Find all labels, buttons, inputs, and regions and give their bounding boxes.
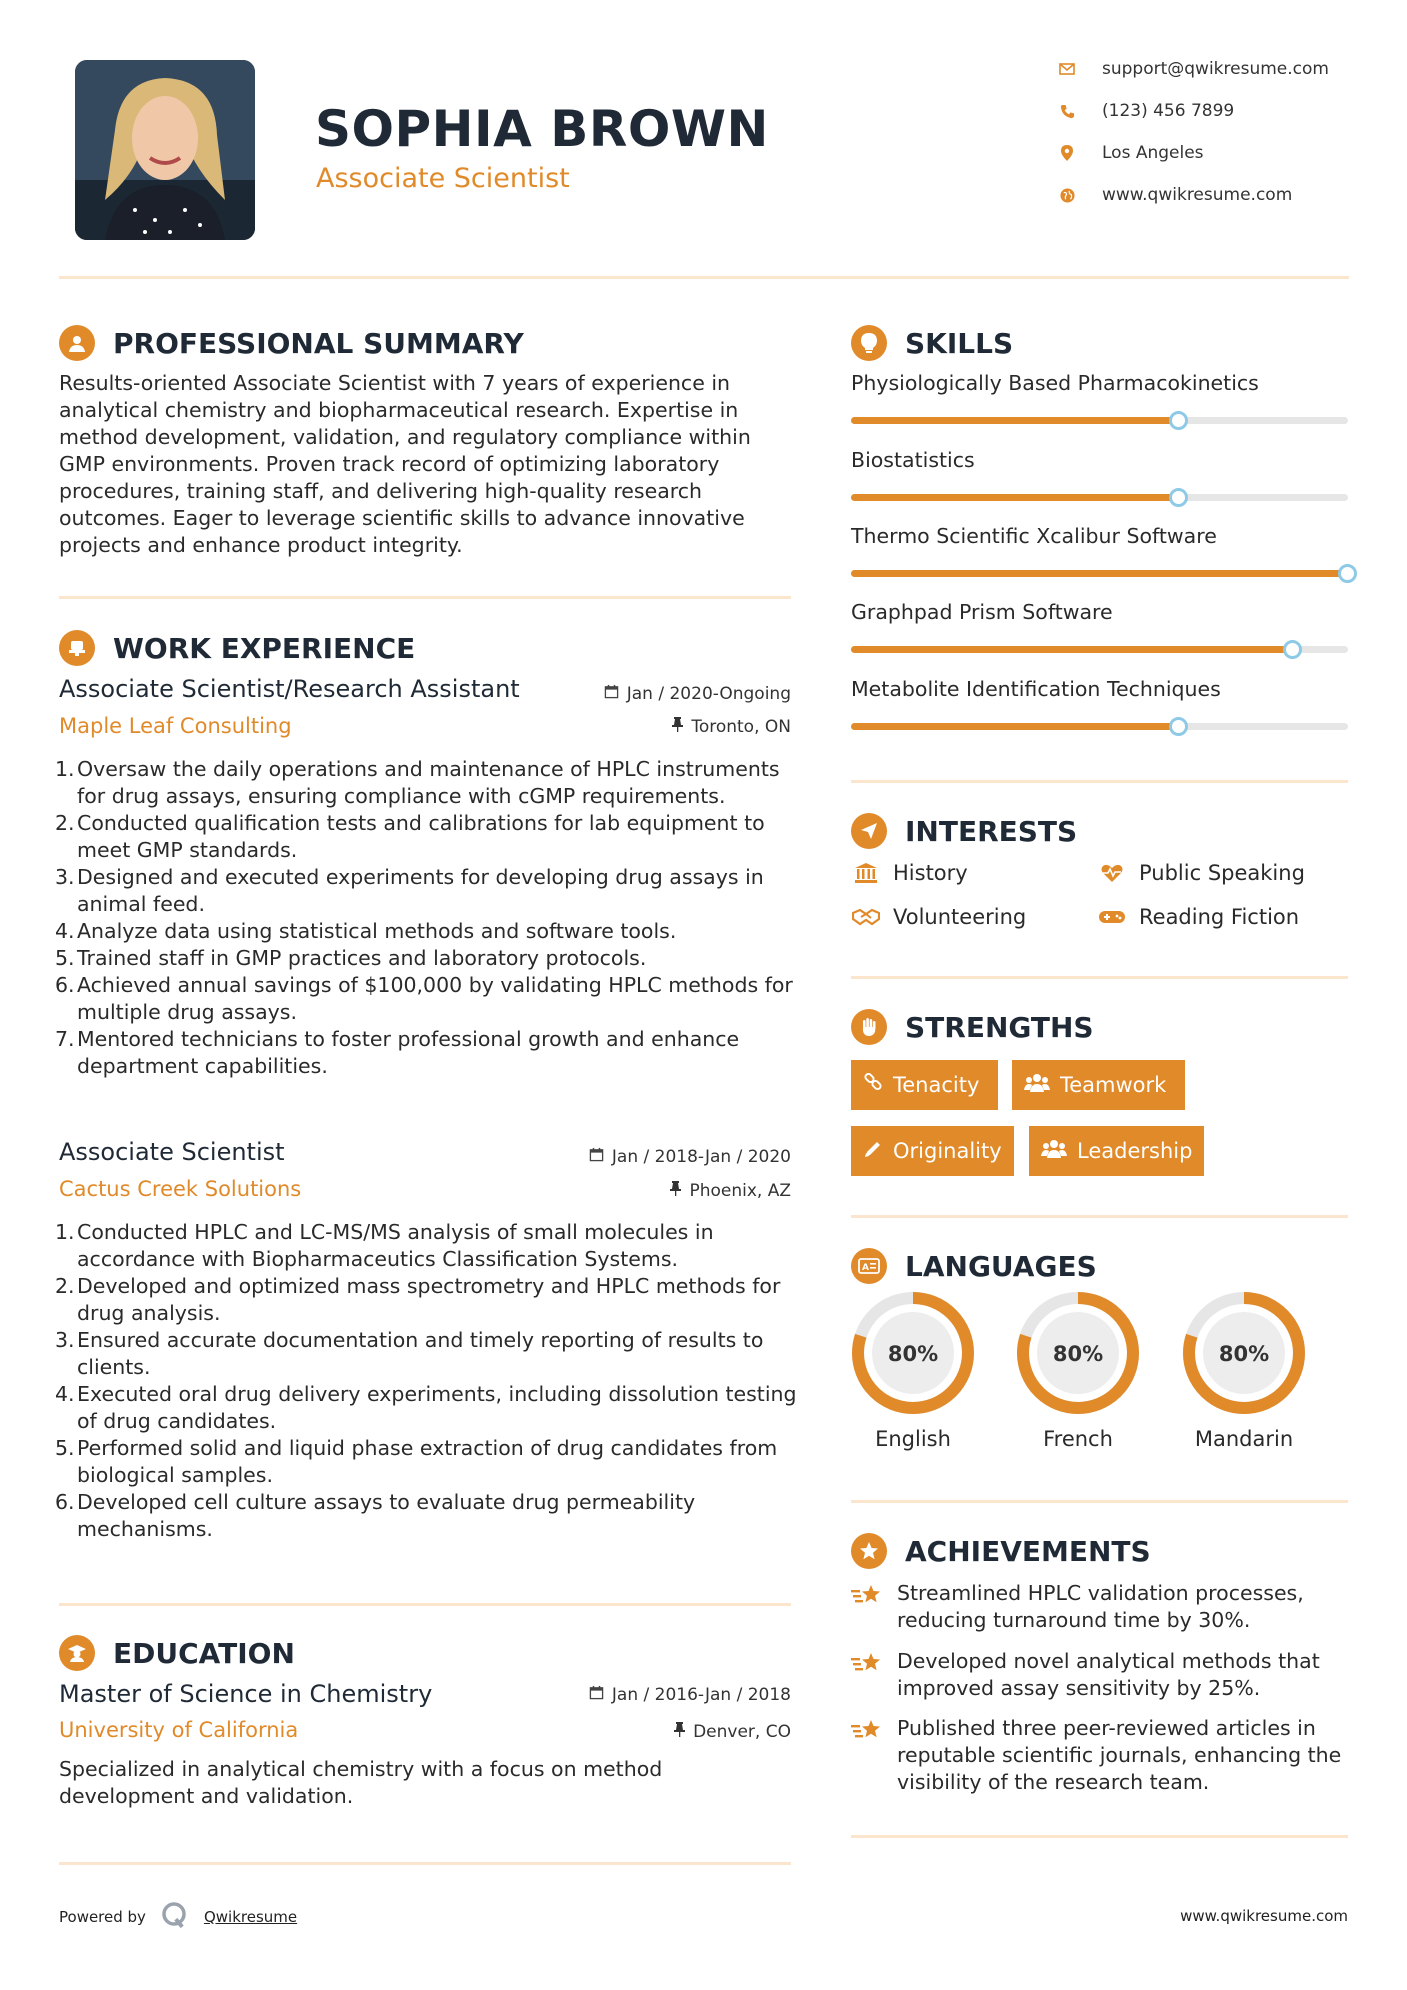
list-item: 6. Developed cell culture assays to evaluate drug permeability mechanisms.	[55, 1490, 696, 1541]
job-1-title: Associate Scientist/Research Assistant	[59, 675, 520, 703]
education-degree: Master of Science in Chemistry	[59, 1680, 433, 1708]
list-item: 5. Trained staff in GMP practices and laboratory protocols.	[55, 946, 647, 970]
calendar-icon	[589, 1147, 604, 1167]
language-percent: 80%	[1052, 1342, 1104, 1366]
gamepad-icon	[1097, 908, 1127, 926]
interests-divider	[851, 976, 1348, 979]
footer-website[interactable]: www.qwikresume.com	[1180, 1907, 1348, 1925]
achievement-item: Published three peer-reviewed articles in reputable scientific journals, enhancing the visibility of the research team.	[851, 1715, 1348, 1796]
summary-divider	[59, 596, 791, 599]
list-item: 2. Conducted qualification tests and calibrations for lab equipment to meet GMP standards.	[55, 811, 765, 862]
job-1-company: Maple Leaf Consulting	[59, 714, 292, 738]
handshake-icon	[851, 907, 881, 927]
skill-bar-knob[interactable]	[1169, 488, 1188, 507]
hand-icon	[851, 1009, 887, 1045]
achievement-item: Developed novel analytical methods that improved assay sensitivity by 25%.	[851, 1648, 1348, 1702]
shooting-star-icon	[851, 1648, 885, 1702]
languages-divider	[851, 1500, 1348, 1503]
skill-bar	[851, 417, 1348, 424]
interest-history: History	[851, 858, 968, 888]
skill-bar-knob[interactable]	[1169, 717, 1188, 736]
strengths-heading: STRENGTHS	[851, 1007, 1094, 1047]
phone-icon	[1056, 104, 1078, 119]
user-icon	[59, 325, 95, 361]
job-2-company: Cactus Creek Solutions	[59, 1177, 302, 1201]
calendar-icon	[589, 1685, 604, 1705]
job-2-title: Associate Scientist	[59, 1138, 285, 1166]
list-item: 3. Designed and executed experiments for developing drug assays in animal feed.	[55, 865, 764, 916]
education-heading: EDUCATION	[59, 1633, 295, 1673]
list-item: 4. Executed oral drug delivery experiments, including dissolution testing of drug candidates.	[55, 1382, 797, 1433]
language-ring	[1016, 1291, 1140, 1415]
globe-icon	[1056, 188, 1078, 203]
experience-heading: WORK EXPERIENCE	[59, 628, 415, 668]
profile-photo	[75, 60, 255, 240]
languages-heading: A LANGUAGES	[851, 1246, 1097, 1286]
job-2-location: Phoenix, AZ	[500, 1181, 791, 1201]
language-percent: 80%	[887, 1342, 939, 1366]
strength-tenacity: Tenacity	[851, 1060, 998, 1110]
header-divider	[59, 276, 1349, 279]
list-item: 6. Achieved annual savings of $100,000 by validating HPLC methods for multiple drug assays.	[55, 973, 793, 1024]
list-item: 2. Developed and optimized mass spectrometry and HPLC methods for drug analysis.	[55, 1274, 781, 1325]
calendar-icon	[604, 684, 619, 704]
education-location: Denver, CO	[500, 1722, 791, 1742]
skill-bar	[851, 646, 1348, 653]
strength-leadership: Leadership	[1029, 1126, 1204, 1176]
skill-bar-fill	[851, 646, 1293, 653]
language-name: French	[1043, 1427, 1113, 1451]
strength-teamwork: Teamwork	[1012, 1060, 1185, 1110]
users-icon	[1024, 1073, 1050, 1098]
skill-bar-fill	[851, 570, 1348, 577]
language-name: English	[875, 1427, 951, 1451]
list-item: 4. Analyze data using statistical methods and software tools.	[55, 919, 677, 943]
job-1-date: Jan / 2020-Ongoing	[500, 684, 791, 704]
skill-name: Thermo Scientific Xcalibur Software	[851, 524, 1217, 548]
achievements-divider	[851, 1835, 1348, 1838]
skill-bar-fill	[851, 417, 1179, 424]
skill-name: Biostatistics	[851, 448, 975, 472]
shooting-star-icon	[851, 1715, 885, 1796]
map-pin-icon	[1056, 145, 1078, 161]
skill-bar	[851, 570, 1348, 577]
contact-phone[interactable]: (123) 456 7899	[1056, 96, 1376, 126]
list-item: 5. Performed solid and liquid phase extraction of drug candidates from biological samples.	[55, 1436, 778, 1487]
contact-email[interactable]: support@qwikresume.com	[1056, 54, 1376, 84]
education-school: University of California	[59, 1718, 299, 1742]
skill-bar	[851, 723, 1348, 730]
footer-powered-by: Powered by Qwikresume	[59, 1900, 297, 1934]
interests-heading: INTERESTS	[851, 811, 1077, 851]
language-ring	[851, 1291, 975, 1415]
lightbulb-icon	[851, 325, 887, 361]
skills-divider	[851, 780, 1348, 783]
star-badge-icon	[851, 1533, 887, 1569]
job-2-date: Jan / 2018-Jan / 2020	[500, 1147, 791, 1167]
skill-bar-fill	[851, 723, 1179, 730]
achievements-heading: ACHIEVEMENTS	[851, 1531, 1151, 1571]
skill-bar-knob[interactable]	[1283, 640, 1302, 659]
skills-heading: SKILLS	[851, 323, 1013, 363]
candidate-title: Associate Scientist	[316, 163, 570, 194]
strengths-divider	[851, 1215, 1348, 1218]
language-english	[851, 1291, 975, 1451]
pushpin-icon	[672, 717, 683, 737]
pushpin-icon	[670, 1181, 681, 1201]
contact-website[interactable]: www.qwikresume.com	[1056, 180, 1376, 210]
education-date: Jan / 2016-Jan / 2018	[500, 1685, 791, 1705]
strength-originality: Originality	[851, 1126, 1014, 1176]
skill-bar	[851, 494, 1348, 501]
skill-bar-knob[interactable]	[1169, 411, 1188, 430]
qwikresume-link[interactable]: Qwikresume	[203, 1908, 298, 1926]
summary-text: Results-oriented Associate Scientist with 7 years of experience in analytical chemistry and biopharmaceutical research. Expertise in method development, validation, and regulatory compliance within GMP environments. Proven track record of optimizing laboratory procedures, training staff, and delivering high-quality research outcomes. Eager to leverage scientific skills to advance innovative projects and enhance product integrity.	[59, 371, 751, 557]
briefcase-icon	[59, 630, 95, 666]
list-item: 3. Ensured accurate documentation and timely reporting of results to clients.	[55, 1328, 764, 1379]
interest-volunteering: Volunteering	[851, 902, 1026, 932]
candidate-name: SOPHIA BROWN	[315, 100, 769, 158]
graduate-icon	[59, 1635, 95, 1671]
education-divider	[59, 1862, 791, 1865]
language-mandarin	[1182, 1291, 1306, 1451]
language-percent: 80%	[1218, 1342, 1270, 1366]
interest-reading-fiction: Reading Fiction	[1097, 902, 1299, 932]
summary-heading: PROFESSIONAL SUMMARY	[59, 323, 524, 363]
qwikresume-logo-icon	[160, 1900, 190, 1934]
language-french	[1016, 1291, 1140, 1451]
landmark-icon	[851, 863, 881, 883]
achievement-item: Streamlined HPLC validation processes, reducing turnaround time by 30%.	[851, 1580, 1348, 1634]
skill-name: Physiologically Based Pharmacokinetics	[851, 371, 1259, 395]
contact-location: Los Angeles	[1056, 138, 1376, 168]
job-1-bullets	[55, 756, 800, 1080]
skill-name: Graphpad Prism Software	[851, 600, 1113, 624]
skill-bar-fill	[851, 494, 1179, 501]
svg-text:A: A	[862, 1263, 869, 1273]
heartbeat-icon	[1097, 863, 1127, 883]
skill-name: Metabolite Identification Techniques	[851, 677, 1221, 701]
pushpin-icon	[674, 1722, 685, 1742]
shooting-star-icon	[851, 1580, 885, 1634]
users-icon	[1041, 1139, 1067, 1164]
job-1-location: Toronto, ON	[500, 717, 791, 737]
skill-bar-knob[interactable]	[1338, 564, 1357, 583]
list-item: 1. Conducted HPLC and LC-MS/MS analysis of small molecules in accordance with Biopharmaceutics Classification Systems.	[55, 1220, 714, 1271]
paper-plane-icon	[851, 813, 887, 849]
list-item: 1. Oversaw the daily operations and maintenance of HPLC instruments for drug assays, ensuring compliance with cGMP requirements.	[55, 757, 780, 808]
pencil-icon	[863, 1139, 883, 1164]
interest-public-speaking: Public Speaking	[1097, 858, 1305, 888]
job-2-bullets	[55, 1219, 800, 1543]
experience-divider	[59, 1603, 791, 1606]
language-name: Mandarin	[1194, 1427, 1294, 1451]
list-item: 7. Mentored technicians to foster professional growth and enhance department capabilities.	[55, 1027, 740, 1078]
link-icon	[863, 1073, 883, 1098]
language-card-icon	[851, 1248, 887, 1284]
language-ring	[1182, 1291, 1306, 1415]
envelope-icon	[1056, 63, 1078, 75]
education-text: Specialized in analytical chemistry with a focus on method development and validation.	[59, 1757, 663, 1808]
